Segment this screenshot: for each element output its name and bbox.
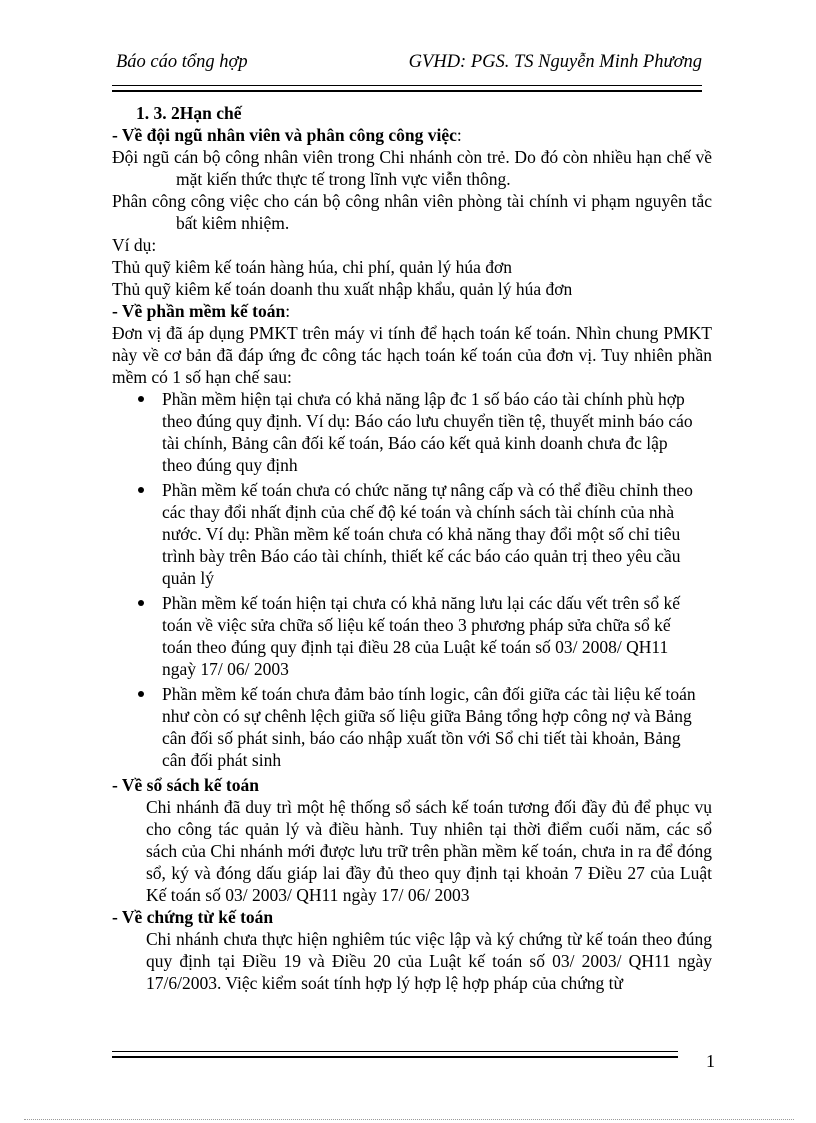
software-intro: Đơn vị đã áp dụng PMKT trên máy vi tính để hạch toán kế toán. Nhìn chung PMKT này về cơ bản đã đáp ứng đc công tác hạch toán kế toán của đơn vị. Tuy nhiên phần mềm có 1 số hạn chế sau: bbox=[112, 323, 712, 387]
list-item bbox=[112, 388, 712, 476]
list-item-text: Phần mềm kế toán chưa đảm bảo tính logic, cân đối giữa các tài liệu kế toán như còn có sự chênh lệch giữa số liệu giữa Bảng tổng hợp công nợ và Bảng cân đối số phát sinh, báo cáo nhập xuất tồn với Sổ chi tiết tài khoản, Bảng cân đối phát sinh bbox=[162, 684, 696, 770]
software-limitations-list bbox=[112, 388, 712, 771]
page-number: 1 bbox=[706, 1051, 715, 1071]
bullet-icon bbox=[138, 691, 144, 697]
bullet-icon bbox=[138, 396, 144, 402]
page-edge-dotted-line bbox=[24, 1119, 794, 1120]
header-left-title: Báo cáo tổng hợp bbox=[116, 52, 248, 72]
header-right-advisor: GVHD: PGS. TS Nguyễn Minh Phương bbox=[408, 52, 702, 72]
software-heading-colon: : bbox=[285, 301, 291, 321]
software-heading-line bbox=[112, 300, 712, 322]
staff-paragraph-2: Phân công công việc cho cán bộ công nhân viên phòng tài chính vi phạm nguyên tắc bất kiêm nhiệm. bbox=[112, 191, 712, 233]
staff-heading-colon: : bbox=[456, 125, 462, 145]
list-item bbox=[112, 479, 712, 589]
list-item-text: Phần mềm kế toán chưa có chức năng tự nâng cấp và có thể điều chỉnh theo các thay đổi nhất định của chế độ ké toán và chính sách tài chính của nhà nước. Ví dụ: Phần mềm kế toán chưa có khả năng thay đổi một số chỉ tiêu trình bày trên Báo cáo tài chính, thiết kế các báo cáo quản trị theo yêu cầu quản lý bbox=[162, 480, 693, 588]
staff-paragraph-1: Đội ngũ cán bộ công nhân viên trong Chi nhánh còn trẻ. Do đó còn nhiều hạn chế về mặt kiến thức thực tế trong lĩnh vực viễn thông. bbox=[112, 147, 712, 189]
books-heading: - Về sổ sách kế toán bbox=[112, 775, 259, 795]
vouchers-heading: - Về chứng từ kế toán bbox=[112, 907, 274, 927]
section-title: 1. 3. 2Hạn chế bbox=[136, 103, 242, 123]
example-line-1: Thủ quỹ kiêm kế toán hàng húa, chi phí, quản lý húa đơn bbox=[112, 257, 513, 277]
header-rule-top bbox=[112, 85, 702, 86]
software-heading: - Về phần mềm kế toán bbox=[112, 301, 286, 321]
footer-rule-bottom bbox=[112, 1056, 678, 1058]
list-item-text: Phần mềm hiện tại chưa có khả năng lập đc 1 số báo cáo tài chính phù hợp theo đúng quy định. Ví dụ: Báo cáo lưu chuyển tiền tệ, thuyết minh báo cáo tài chính, Bảng cân đối kế toán, Báo cáo kết quả kinh doanh chưa đc lập theo đúng quy định bbox=[162, 389, 693, 475]
header-rule-bottom bbox=[112, 90, 702, 92]
list-item bbox=[112, 683, 712, 771]
list-item bbox=[112, 592, 712, 680]
list-item-text: Phần mềm kế toán hiện tại chưa có khả năng lưu lại các dấu vết trên sổ kế toán về việc sửa chữa số liệu kế toán theo 3 phương pháp sửa chữa sổ kế toán theo đúng quy định tại điều 28 của Luật kế toán số 03/ 2008/ QH11 ngaỳ 17/ 06/ 2003 bbox=[162, 593, 681, 679]
staff-heading-line bbox=[112, 124, 712, 146]
bullet-icon bbox=[138, 600, 144, 606]
document-body bbox=[112, 102, 712, 994]
staff-heading: - Về đội ngũ nhân viên và phân công công việc bbox=[112, 125, 457, 145]
page-header bbox=[112, 52, 702, 78]
bullet-icon bbox=[138, 487, 144, 493]
footer-rule-top bbox=[112, 1051, 678, 1052]
books-paragraph: Chi nhánh đã duy trì một hệ thống sổ sách kế toán tương đối đầy đủ để phục vụ cho công tác quản lý và điều hành. Tuy nhiên tại thời điểm cuối năm, các sổ sách của Chi nhánh mới được lưu trữ trên phần mềm kế toán, chưa in ra để đóng sổ, ký và đóng dấu giáp lai đầy đủ theo quy định tại khoản 7 Điều 27 của Luật Kế toán số 03/ 2003/ QH11 ngày 17/ 06/ 2003 bbox=[146, 797, 712, 905]
vouchers-paragraph: Chi nhánh chưa thực hiện nghiêm túc việc lập và ký chứng từ kế toán theo đúng quy định tại Điều 19 và Điều 20 của Luật kế toán số 03/ 2003/ QH11 ngày 17/6/2003. Việc kiểm soát tính hợp lý hợp lệ hợp pháp của chứng từ bbox=[146, 929, 712, 993]
example-label: Ví dụ: bbox=[112, 235, 157, 255]
example-line-2: Thủ quỹ kiêm kế toán doanh thu xuất nhập khẩu, quản lý húa đơn bbox=[112, 279, 573, 299]
